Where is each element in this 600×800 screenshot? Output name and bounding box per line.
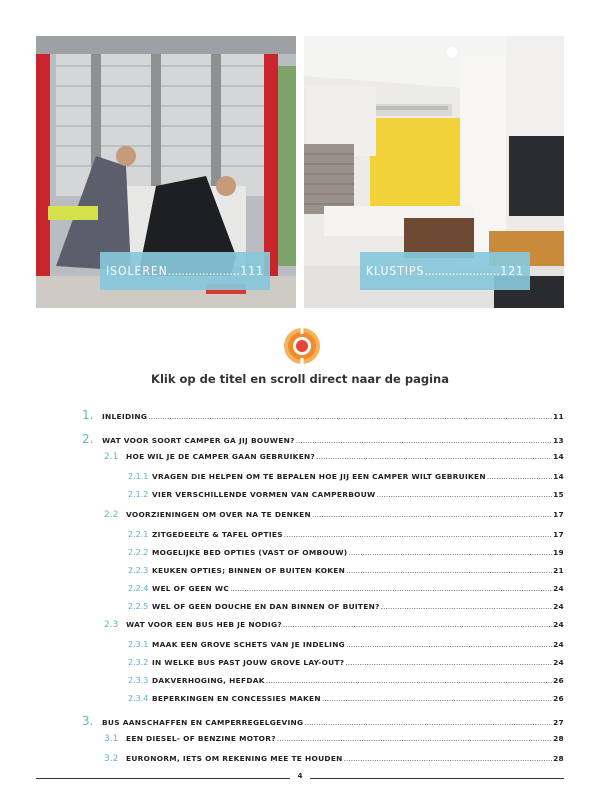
toc-entry-2-3-3[interactable] bbox=[128, 676, 564, 692]
toc-number: 2.2.1 bbox=[128, 530, 149, 539]
toc-title: WAT VOOR EEN BUS HEB JE NODIG? bbox=[126, 620, 282, 629]
leader-dots bbox=[487, 472, 552, 481]
toc-page: 19 bbox=[553, 548, 564, 557]
toc-entry-2-2-4[interactable] bbox=[128, 584, 564, 600]
toc-number: 2.3.4 bbox=[128, 694, 149, 703]
isoleren-link[interactable] bbox=[100, 252, 270, 290]
leader-dots bbox=[304, 718, 552, 727]
toc-number: 2.1.1 bbox=[128, 472, 149, 481]
logo-icon bbox=[283, 327, 321, 365]
leader-dots bbox=[316, 452, 552, 461]
toc-entry-2-1-1[interactable] bbox=[128, 472, 564, 488]
toc-page: 24 bbox=[553, 658, 564, 667]
toc-entry-2-1[interactable] bbox=[104, 452, 564, 468]
leader-dots bbox=[283, 620, 552, 629]
toc-page: 17 bbox=[553, 510, 564, 519]
toc-page: 24 bbox=[553, 620, 564, 629]
toc-entry-2-3-2[interactable] bbox=[128, 658, 564, 674]
klustips-link[interactable] bbox=[360, 252, 530, 290]
toc-entry-2-3[interactable] bbox=[104, 620, 564, 636]
toc-entry-1[interactable] bbox=[82, 408, 564, 424]
toc-entry-2-2-3[interactable] bbox=[128, 566, 564, 582]
toc-entry-3-2[interactable] bbox=[104, 754, 564, 770]
isoleren-page: 111 bbox=[240, 264, 264, 278]
leader-dots bbox=[424, 264, 500, 278]
toc-number: 2.2.2 bbox=[128, 548, 149, 557]
toc-number: 2.3.3 bbox=[128, 676, 149, 685]
toc-title: WEL OF GEEN DOUCHE EN DAN BINNEN OF BUITEN? bbox=[152, 602, 380, 611]
toc-page: 13 bbox=[553, 436, 564, 445]
toc-number: 2. bbox=[82, 432, 94, 446]
toc-page: 11 bbox=[553, 412, 564, 421]
toc-title: BEPERKINGEN EN CONCESSIES MAKEN bbox=[152, 694, 321, 703]
toc-page: 28 bbox=[553, 754, 564, 763]
toc-title: WEL OF GEEN WC bbox=[152, 584, 230, 593]
toc-entry-2-2[interactable] bbox=[104, 510, 564, 526]
toc-number: 3.2 bbox=[104, 754, 119, 764]
toc-title: EURONORM, IETS OM REKENING MEE TE HOUDEN bbox=[126, 754, 343, 763]
toc-number: 3. bbox=[82, 714, 94, 728]
toc-title: VRAGEN DIE HELPEN OM TE BEPALEN HOE JIJ EEN CAMPER WILT GEBRUIKEN bbox=[152, 472, 486, 481]
toc-entry-2-1-2[interactable] bbox=[128, 490, 564, 506]
toc-title: DAKVERHOGING, HEFDAK bbox=[152, 676, 265, 685]
toc-page: 24 bbox=[553, 640, 564, 649]
toc-page: 28 bbox=[553, 734, 564, 743]
toc-title: IN WELKE BUS PAST JOUW GROVE LAY-OUT? bbox=[152, 658, 345, 667]
leader-dots bbox=[148, 412, 552, 421]
toc-title: VOORZIENINGEN OM OVER NA TE DENKEN bbox=[126, 510, 311, 519]
toc-entry-2-3-1[interactable] bbox=[128, 640, 564, 656]
toc-title: VIER VERSCHILLENDE VORMEN VAN CAMPERBOUW bbox=[152, 490, 376, 499]
toc-entry-2[interactable] bbox=[82, 432, 564, 448]
isoleren-label: ISOLEREN bbox=[106, 264, 168, 278]
toc-page: 21 bbox=[553, 566, 564, 575]
toc-page: 24 bbox=[553, 602, 564, 611]
toc-title: EEN DIESEL- OF BENZINE MOTOR? bbox=[126, 734, 276, 743]
toc-title: INLEIDING bbox=[102, 412, 148, 421]
toc-number: 3.1 bbox=[104, 734, 119, 744]
leader-dots bbox=[348, 548, 552, 557]
toc-number: 2.1 bbox=[104, 452, 119, 462]
toc-number: 2.2 bbox=[104, 510, 119, 520]
leader-dots bbox=[346, 640, 552, 649]
toc-number: 2.1.2 bbox=[128, 490, 149, 499]
toc-page: 26 bbox=[553, 694, 564, 703]
instruction-text: Klik op de titel en scroll direct naar de pagina bbox=[151, 372, 449, 386]
toc-title: MAAK EEN GROVE SCHETS VAN JE INDELING bbox=[152, 640, 346, 649]
toc-entry-3[interactable] bbox=[82, 714, 564, 730]
toc-title: KEUKEN OPTIES; BINNEN OF BUITEN KOKEN bbox=[152, 566, 346, 575]
toc-entry-2-3-4[interactable] bbox=[128, 694, 564, 710]
leader-dots bbox=[322, 694, 552, 703]
page-number: 4 bbox=[297, 772, 303, 780]
toc-page: 26 bbox=[553, 676, 564, 685]
leader-dots bbox=[266, 676, 552, 685]
leader-dots bbox=[168, 264, 241, 278]
toc-entry-2-2-5[interactable] bbox=[128, 602, 564, 618]
toc-entry-2-2-2[interactable] bbox=[128, 548, 564, 564]
toc-title: HOE WIL JE DE CAMPER GAAN GEBRUIKEN? bbox=[126, 452, 316, 461]
leader-dots bbox=[345, 658, 552, 667]
toc-page: 17 bbox=[553, 530, 564, 539]
toc-entry-2-2-1[interactable] bbox=[128, 530, 564, 546]
toc-page: 14 bbox=[553, 452, 564, 461]
leader-dots bbox=[277, 734, 552, 743]
insulation-photo[interactable] bbox=[36, 36, 296, 308]
leader-dots bbox=[344, 754, 552, 763]
toc-number: 1. bbox=[82, 408, 94, 422]
klustips-label: KLUSTIPS bbox=[366, 264, 425, 278]
leader-dots bbox=[284, 530, 552, 539]
toc-page: 27 bbox=[553, 718, 564, 727]
leader-dots bbox=[230, 584, 552, 593]
toc-title: BUS AANSCHAFFEN EN CAMPERREGELGEVING bbox=[102, 718, 304, 727]
leader-dots bbox=[346, 566, 552, 575]
toc-entry-3-1[interactable] bbox=[104, 734, 564, 750]
toc-page: 14 bbox=[553, 472, 564, 481]
leader-dots bbox=[312, 510, 552, 519]
toc-title: MOGELIJKE BED OPTIES (VAST OF OMBOUW) bbox=[152, 548, 348, 557]
toc-page: 15 bbox=[553, 490, 564, 499]
klustips-page: 121 bbox=[500, 264, 524, 278]
toc-page: 24 bbox=[553, 584, 564, 593]
toc-title: ZITGEDEELTE & TAFEL OPTIES bbox=[152, 530, 283, 539]
toc-title: WAT VOOR SOORT CAMPER GA JIJ BOUWEN? bbox=[102, 436, 295, 445]
leader-dots bbox=[296, 436, 552, 445]
toc-number: 2.2.4 bbox=[128, 584, 149, 593]
klustips-photo[interactable] bbox=[304, 36, 564, 308]
toc-number: 2.2.5 bbox=[128, 602, 149, 611]
footer-divider-left bbox=[36, 778, 290, 779]
footer-divider-right bbox=[310, 778, 564, 779]
leader-dots bbox=[376, 490, 552, 499]
toc-number: 2.3 bbox=[104, 620, 119, 630]
toc-number: 2.2.3 bbox=[128, 566, 149, 575]
toc-number: 2.3.1 bbox=[128, 640, 149, 649]
leader-dots bbox=[381, 602, 552, 611]
toc-number: 2.3.2 bbox=[128, 658, 149, 667]
